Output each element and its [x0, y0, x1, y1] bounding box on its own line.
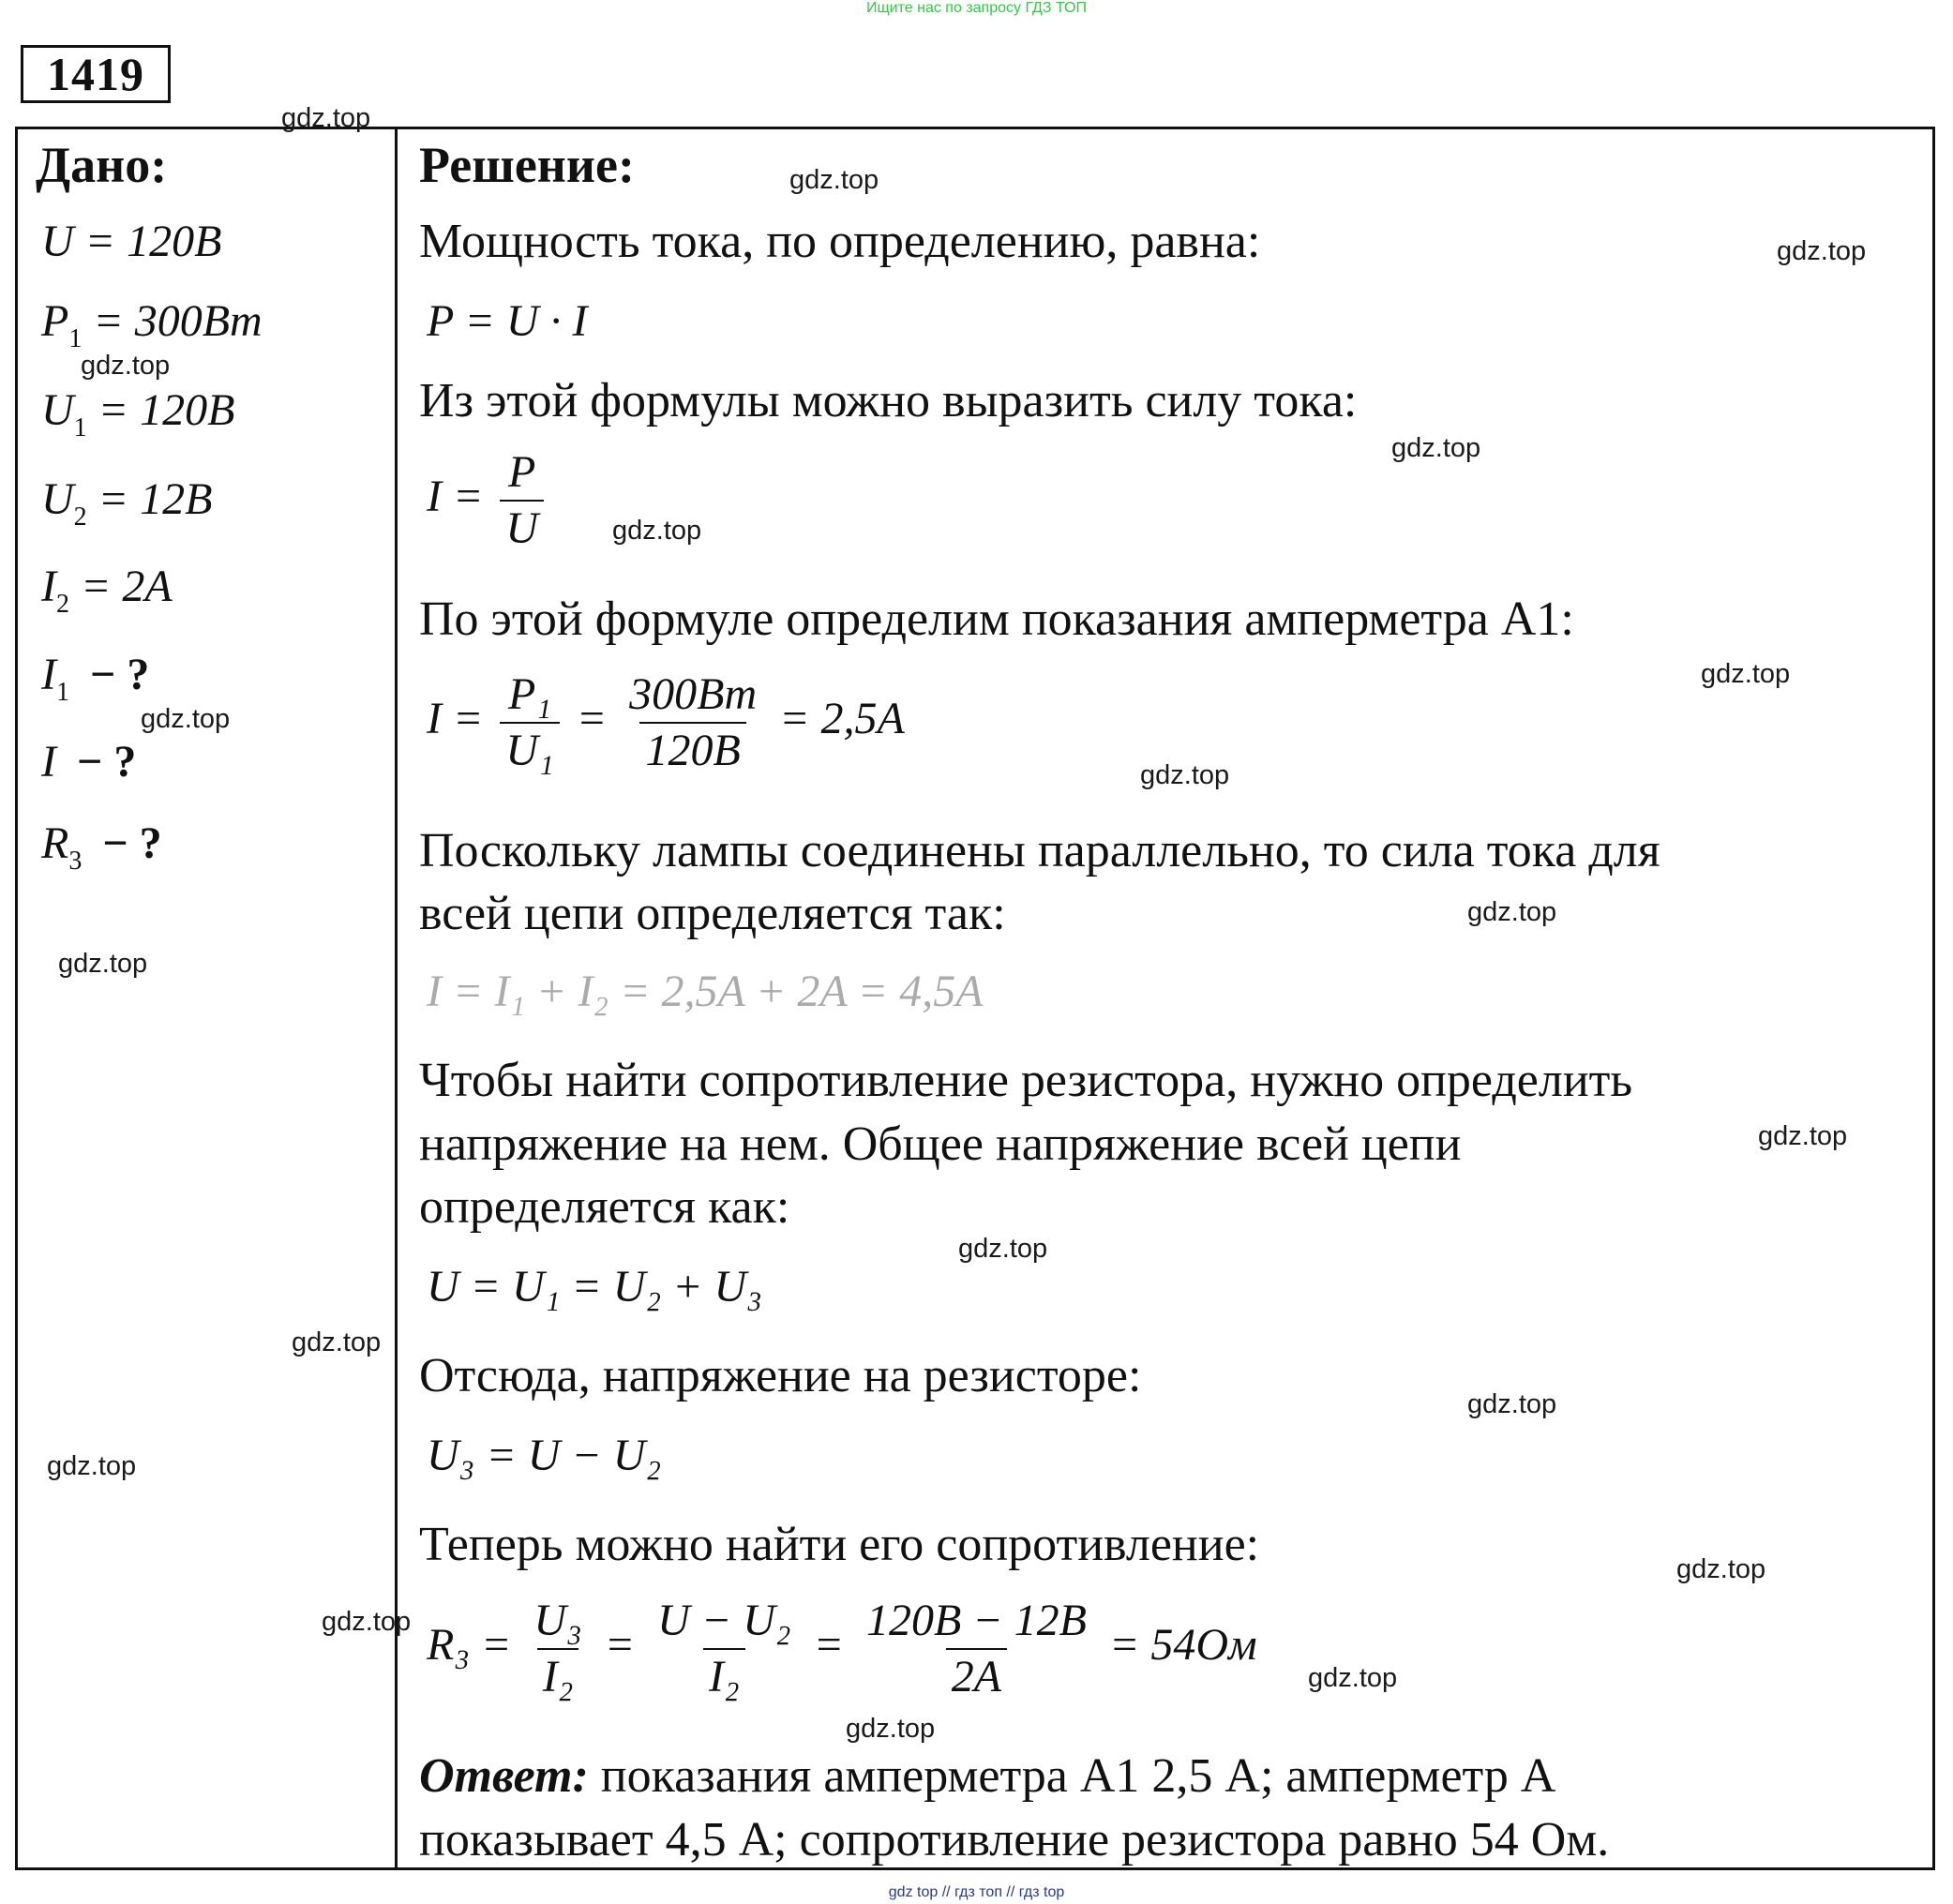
formula-power: P = U · I — [427, 296, 588, 346]
given-item: $I_2 = 2A$ — [41, 562, 173, 619]
formula-ammeter-a1: I = $\frac{\text{P₁}}{\text{U₁}}$ = $\frac{300Bm}{120B}$ = 2,5A — [427, 667, 905, 778]
watermark: gdz.top — [789, 165, 879, 195]
solution-text: всей цепи определяется так: — [419, 887, 1006, 940]
problem-number: 1419 — [21, 45, 171, 103]
formula-voltage: U = U₁ = U₂ + U₃ — [427, 1262, 762, 1312]
watermark: gdz.top — [1676, 1554, 1766, 1584]
answer — [419, 1746, 1555, 1807]
watermark: gdz.top — [1140, 760, 1230, 790]
given-item: $U_1 = 120B$ — [41, 385, 235, 442]
watermark: gdz.top — [846, 1714, 936, 1744]
watermark: gdz.top — [1467, 897, 1557, 927]
watermark: gdz.top — [47, 1451, 137, 1481]
given-item: $U_2 = 12B$ — [41, 474, 213, 532]
answer-label: Ответ: — [419, 1749, 589, 1803]
solution-text: Отсюда, напряжение на резисторе: — [419, 1349, 1142, 1402]
solution-text: Из этой формулы можно выразить силу тока: — [419, 374, 1358, 427]
watermark: gdz.top — [1758, 1121, 1848, 1151]
solution-text: напряжение на нем. Общее напряжение всей цепи — [419, 1117, 1462, 1171]
watermark: gdz.top — [292, 1327, 382, 1357]
solution-text: определяется как: — [419, 1180, 790, 1234]
solution-heading: Решение: — [419, 137, 635, 193]
watermark: gdz.top — [1777, 236, 1867, 266]
watermark: gdz.top — [1391, 433, 1481, 463]
watermark: gdz.top — [1308, 1663, 1398, 1693]
given-item: U = 120B — [41, 217, 222, 266]
given-item-unknown: I − ? — [41, 737, 137, 787]
solution-text: Мощность тока, по определению, равна: — [419, 215, 1261, 268]
footer: gdz top // гдз топ // гдз top — [888, 1884, 1065, 1900]
watermark: gdz.top — [81, 351, 171, 381]
watermark: gdz.top — [1467, 1389, 1557, 1419]
solution-text: Теперь можно найти его сопротивление: — [419, 1518, 1260, 1571]
watermark: gdz.top — [141, 704, 231, 734]
watermark: gdz.top — [58, 949, 148, 979]
formula-resistance: R₃ = $\frac{\text{U₃}}{\text{I₂}}$ = $\frac{\text{U − U₂}}{\text{I₂}}$ = $\frac{120B - 12B}{2A}$ = 54Ом — [427, 1594, 1257, 1704]
watermark: gdz.top — [958, 1234, 1048, 1264]
formula-total-current: I = I₁ + I₂ = 2,5A + 2A = 4,5A — [427, 967, 984, 1016]
solution-text: Поскольку лампы соединены параллельно, то сила тока для — [419, 824, 1660, 877]
top-banner: Ищите нас по запросу ГДЗ ТОП — [866, 0, 1087, 16]
watermark: gdz.top — [322, 1607, 412, 1637]
watermark: gdz.top — [1701, 659, 1791, 689]
answer-text: показывает 4,5 А; сопротивление резистора равно 54 Ом. — [419, 1813, 1610, 1867]
given-item-unknown: $I_1$ − ? — [41, 650, 150, 707]
given-heading: Дано: — [36, 137, 168, 193]
given-item-unknown: $R_3$ − ? — [41, 818, 162, 876]
formula-current: I = $\frac{P}{U}$ — [427, 445, 549, 556]
solution-text: Чтобы найти сопротивление резистора, нужно определить — [419, 1054, 1633, 1107]
watermark: gdz.top — [281, 103, 371, 133]
given-item: $P_1 = 300Bm$ — [41, 296, 263, 353]
formula-resistor-voltage: U₃ = U − U₂ — [427, 1431, 662, 1480]
answer-text: показания амперметра А1 2,5 А; амперметр А — [600, 1749, 1556, 1803]
watermark: gdz.top — [612, 516, 702, 546]
solution-text: По этой формуле определим показания амперметра А1: — [419, 592, 1574, 646]
